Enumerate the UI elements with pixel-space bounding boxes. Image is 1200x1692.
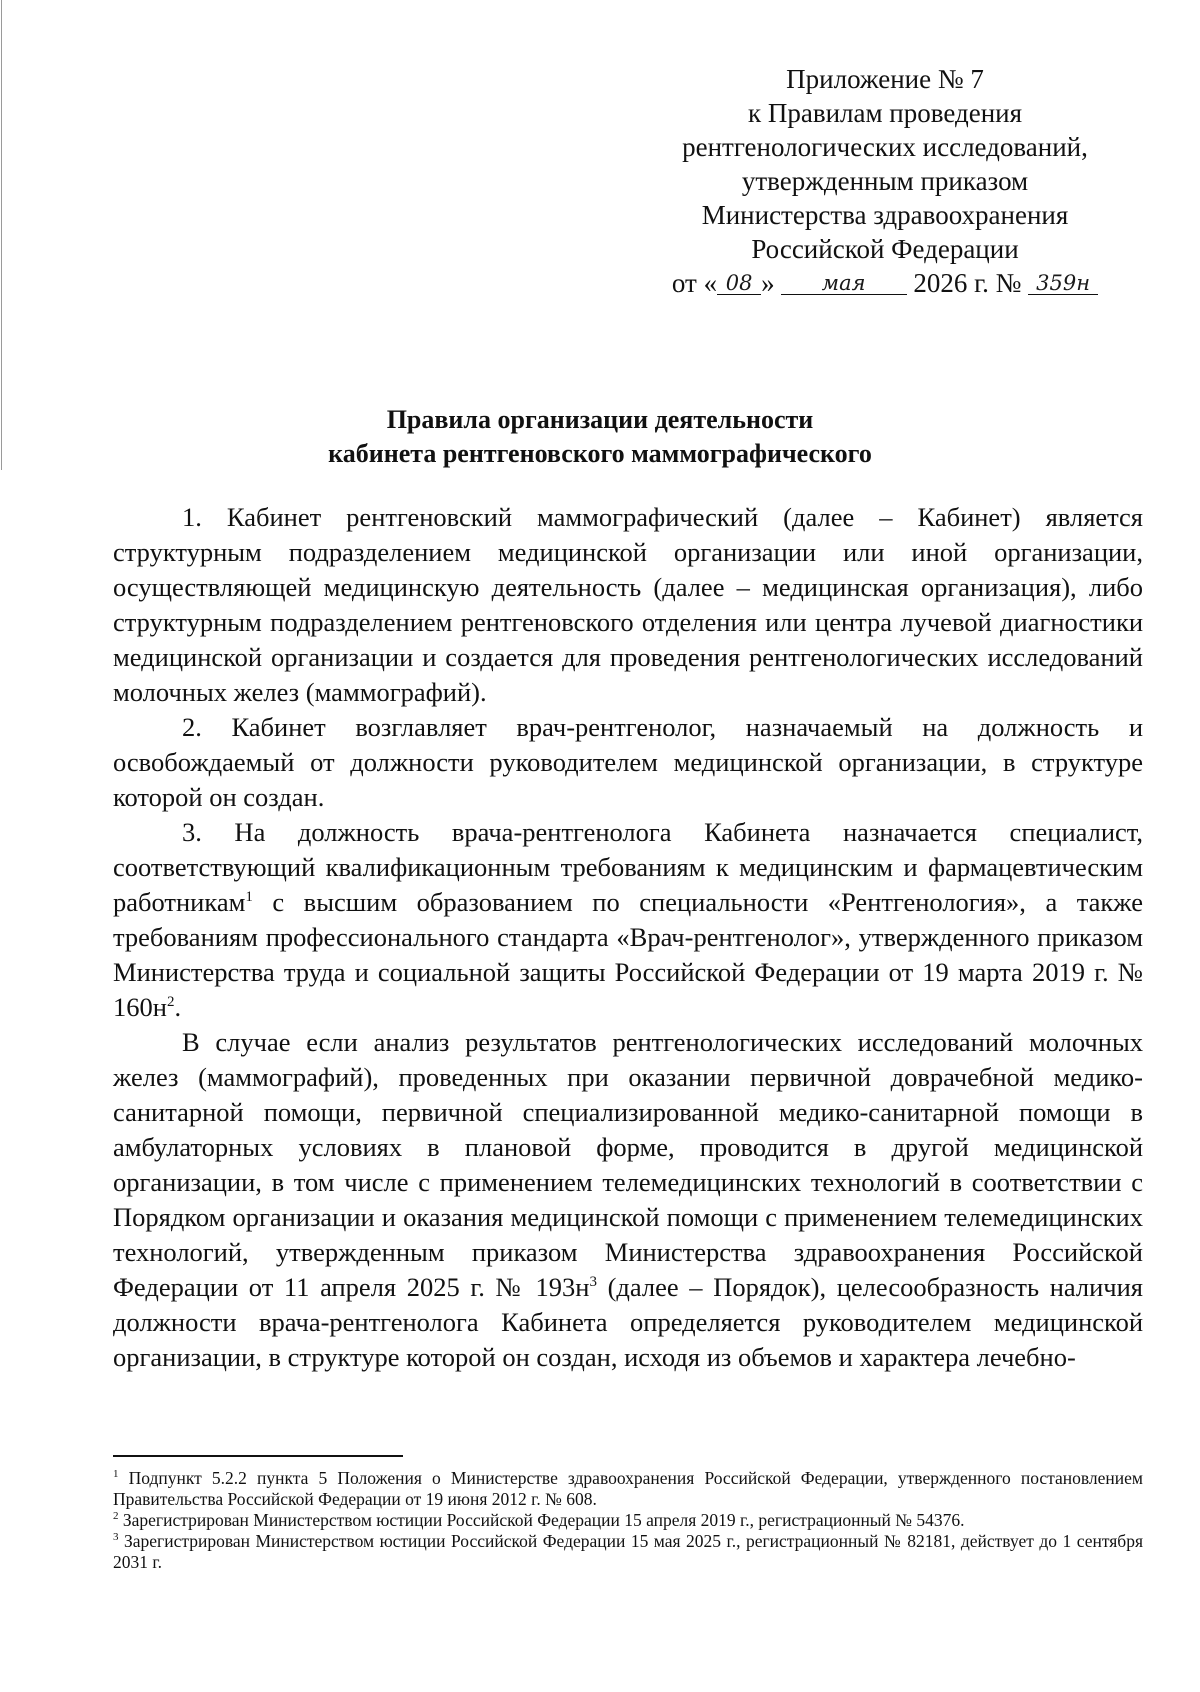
footnote-3-mark: 3 — [113, 1531, 119, 1544]
approval-line-2: к Правилам проведения — [747, 98, 1023, 128]
approval-block — [600, 62, 1170, 300]
title-line-2: кабинета рентгеновского маммографического — [328, 439, 872, 468]
paragraph-3-text-c: . — [174, 992, 182, 1022]
footnote-2-text: Зарегистрирован Министерством юстиции Российской Федерации 15 апреля 2019 г., регистрационный № 54376. — [118, 1510, 965, 1530]
footnote-1 — [113, 1468, 1143, 1510]
paragraph-2: 2. Кабинет возглавляет врач-рентгенолог, назначаемый на должность и освобождаемый от должности руководителем медицинской организации, в структуре которой он создан. — [113, 712, 1143, 812]
date-prefix: от « — [671, 268, 718, 298]
paragraph-4-text-a: В случае если анализ результатов рентгенологических исследований молочных желез (маммографий), проведенных при оказании первичной доврачебной медико-санитарной помощи, первичной специализированной медико-санитарной помощи в амбулаторных условиях в плановой форме, проводится в другой медицинской организации, в том числе с применением телемедицинских технологий в соответствии с Порядком организации и оказания медицинской помощи с применением телемедицинских технологий, утвержденным приказом Министерства здравоохранения Российской Федерации от 11 апреля 2025 г. № 193н — [113, 1027, 1143, 1302]
title-line-1: Правила организации деятельности — [386, 405, 814, 434]
footnote-divider — [113, 1455, 403, 1457]
scan-edge-line — [1, 0, 2, 470]
footnote-ref-3: 3 — [589, 1274, 597, 1291]
footnote-1-mark: 1 — [113, 1468, 119, 1481]
approval-line-3: рентгенологических исследований, — [682, 132, 1088, 162]
paragraph-3 — [113, 815, 1143, 1025]
footnote-2-mark: 2 — [113, 1510, 119, 1523]
paragraph-1: 1. Кабинет рентгеновский маммографический (далее – Кабинет) является структурным подразделением медицинской организации или иной организации, осуществляющей медицинскую деятельность (далее – медицинская организация), либо структурным подразделением рентгеновского отделения или центра лучевой диагностики медицинской организации и создается для проведения рентгенологических исследований молочных желез (маммографий). — [113, 502, 1143, 707]
paragraph-4 — [113, 1025, 1143, 1375]
footnote-3 — [113, 1531, 1143, 1573]
paragraph-4-text-b: (далее – Порядок), целесообразность наличия должности врача-рентгенолога Кабинета определяется руководителем медицинской организации, в структуре которой он создан, исходя из объемов и характера лечебно- — [113, 1272, 1143, 1372]
footnote-ref-2: 2 — [166, 994, 175, 1011]
footnote-1-text: Подпункт 5.2.2 пункта 5 Положения о Министерстве здравоохранения Российской Федерации, утвержденного постановлением Правительства Российской Федерации от 19 июня 2012 г. № 608. — [113, 1468, 1143, 1509]
handwritten-month: мая — [781, 272, 907, 295]
approval-line-6: Российской Федерации — [751, 234, 1019, 264]
document-body — [113, 500, 1143, 1375]
date-year: 2026 г. № — [913, 268, 1022, 298]
handwritten-day: 08 — [717, 272, 761, 295]
approval-line-1: Приложение № 7 — [786, 64, 984, 94]
footnote-ref-1: 1 — [245, 889, 253, 906]
approval-line-4: утвержденным приказом — [741, 166, 1029, 196]
approval-line-5: Министерства здравоохранения — [701, 200, 1069, 230]
date-mid: » — [761, 268, 775, 298]
paragraph-3-text-b: с высшим образованием по специальности «Рентгенология», а также требованиям профессионального стандарта «Врач-рентгенолог», утвержденного приказом Министерства труда и социальной защиты Российской Федерации от 19 марта 2019 г. № 160н — [113, 887, 1143, 1022]
footnote-2 — [113, 1510, 1143, 1531]
handwritten-order-number: 359н — [1028, 272, 1098, 295]
document-title — [0, 403, 1200, 471]
approval-date-line — [600, 266, 1170, 300]
footnote-3-text: Зарегистрирован Министерством юстиции Российской Федерации 15 мая 2025 г., регистрационный № 82181, действует до 1 сентября 2031 г. — [113, 1531, 1143, 1572]
footnotes — [113, 1468, 1143, 1573]
paragraph-3-text-a: 3. На должность врача-рентгенолога Кабинета назначается специалист, соответствующий квалификационным требованиям к медицинским и фармацевтическим работникам — [113, 817, 1143, 917]
